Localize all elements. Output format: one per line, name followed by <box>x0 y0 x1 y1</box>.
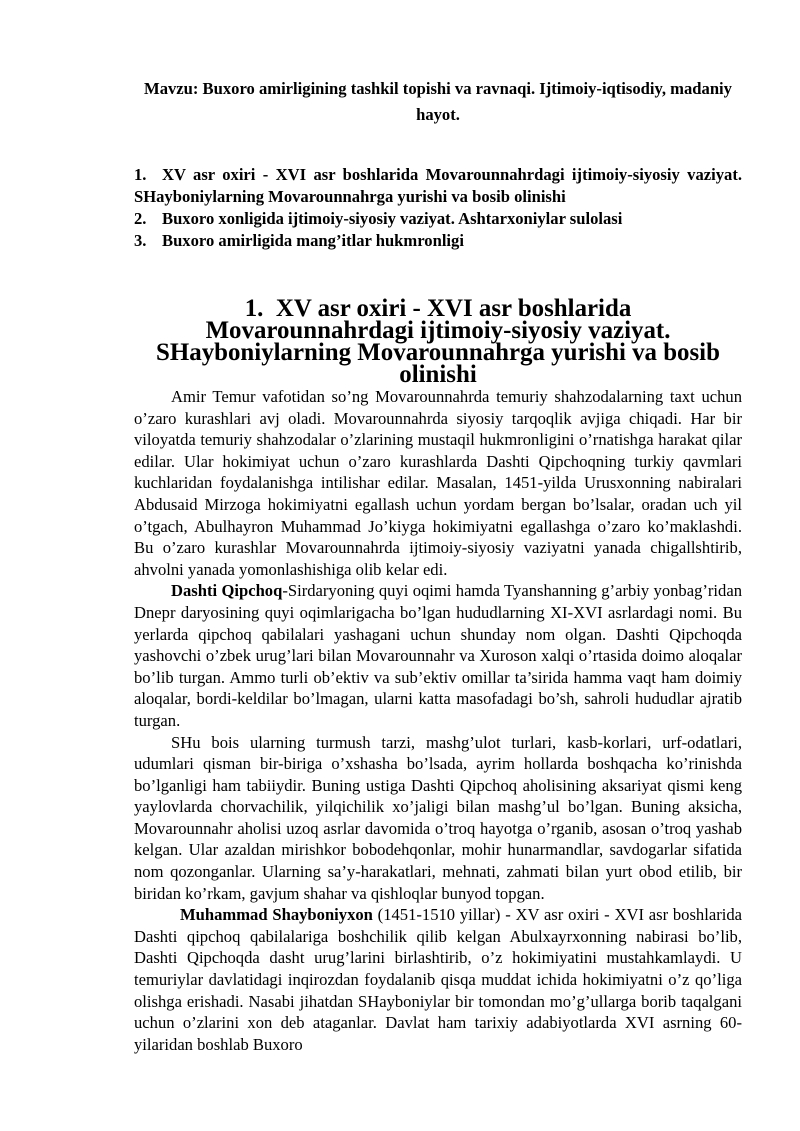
toc-item-number: 3. <box>134 231 147 250</box>
paragraph-3 <box>134 732 742 905</box>
toc-item-text: Buxoro xonligida ijtimoiy-siyosiy vaziyat. Ashtarxoniylar sulolasi <box>162 209 623 228</box>
paragraph-4 <box>134 904 742 1055</box>
toc-item-text: XV asr oxiri - XVI asr boshlarida Movarounnahrdagi ijtimoiy-siyosiy vaziyat. SHayboniylarning Movarounnahrga yurishi va bosib olinishi <box>134 165 742 206</box>
section-number: 1. <box>244 295 264 322</box>
document-page <box>134 76 742 1055</box>
table-of-contents <box>134 164 742 252</box>
toc-item-number: 1. <box>134 165 147 184</box>
paragraph-bold-term: Muhammad Shayboniyxon <box>180 905 373 925</box>
paragraph-bold-term: Dashti Qipchoq <box>171 581 283 601</box>
paragraph-text: (1451-1510 yillar) - XV asr oxiri - XVI asr boshlarida Dashti qipchoq qabilalariga boshchilik qilib kelgan Abulxayrxonning nabirasi bo’lib, Dashti Qipchoqda dasht urug’larini birlashtirib, o’z hokimiyatini mustahkamlaydi. U temuriylar davlatidagi inqirozdan foydalanib qisqa muddat ichida hokimiyatni o’z qo’liga olishga erishadi. Nasabi jihatdan SHayboniylar bir tomondan mo’g’ullarga borib taqalgani uchun o’zlarini xon deb ataganlar. Davlat ham tarixiy adabiyotlarda XVI asrning 60-yilaridan boshlab Buxoro <box>134 905 742 1054</box>
paragraph-text: Amir Temur vafotidan so’ng Movarounnahrda temuriy shahzodalarning taxt uchun o’zaro kurashlari avj oladi. Movarounnahrda siyosiy tarqoqlik avjiga chiqadi. Har bir viloyatda temuriy shahzodalar o’zlarining mustaqil hukmronligini o’rnatishga harakat qilar edilar. Ular hokimiyat uchun o’zaro kurashlarda Dashti Qipchoqning turkiy qavmlari kuchlaridan foydalanishga intilishar edilar. Masalan, 1451-yilda Urusxonning nabiralari Abdusaid Mirzoga hokimiyatni egallash uchun yordam bergan bo’lsalar, oradan uch yil o’tgach, Abulhayron Muhammad Jo’kiyga hokimiyatni egallashga o’zaro ko’maklashdi. Bu o’zaro kurashlar Movarounnahrda ijtimoiy-siyosiy vaziyatni yanada chigallshtirib, ahvolni yanada yomonlashishiga olib kelar edi. <box>134 387 742 579</box>
paragraph-text: -Sirdaryoning quyi oqimi hamda Tyanshanning g’arbiy yonbag’ridan Dnepr daryosining quyi oqimlarigacha bo’lgan hududlarning XI-XVI asrlardagi nomi. Bu yerlarda qipchoq qabilalari yashagani uchun shunday nom olgan. Dashti Qipchoqda yashovchi o’zbek urug’lari bilan Movarounnahr va Xuroson xalqi o’rtasida doimo aloqalar bo’lib turgan. Ammo turli ob’ektiv va sub’ektiv omillar ta’sirida hamma vaqt ham doimiy aloqalar, bordi-keldilar bo’lmagan, ularni katta masofadagi bo’sh, sahroli hududlar ajratib turgan. <box>134 581 742 730</box>
toc-item-3 <box>134 230 742 252</box>
toc-item-2 <box>134 208 742 230</box>
section-heading <box>134 295 742 388</box>
section-heading-text: XV asr oxiri - XVI asr boshlarida Movarounnahrdagi ijtimoiy-siyosiy vaziyat. SHayboniylarning Movarounnahrga yurishi va bosib olinishi <box>156 295 720 388</box>
toc-item-text: Buxoro amirligida mang’itlar hukmronligi <box>162 231 464 250</box>
toc-item-1 <box>134 164 742 208</box>
document-title: Mavzu: Buxoro amirligining tashkil topishi va ravnaqi. Ijtimoiy-iqtisodiy, madaniy hayot. <box>144 79 732 124</box>
paragraph-1 <box>134 386 742 580</box>
paragraph-2 <box>134 580 742 731</box>
toc-item-number: 2. <box>134 209 147 228</box>
paragraph-text: SHu bois ularning turmush tarzi, mashg’ulot turlari, kasb-korlari, urf-odatlari, udumlari qisman bir-biriga o’xshasha bo’lsada, ayrim hollarda boshqacha ko’rinishda bo’lganligi ham tabiiydir. Buning ustiga Dashti Qipchoq aholisining aksariyat qismi keng yaylovlarda chorvachilik, yilqichilik xo’jaligi bilan mashg’ul bo’lgan. Buning aksicha, Movarounnahr aholisi uzoq asrlar davomida o’troq hayotga o’rganib, asosan o’troq yashab kelgan. Ular azaldan mirishkor bobodehqonlar, mohir hunarmandlar, savdogarlar sifatida nom qozonganlar. Ularning sa’y-harakatlari, mehnati, zahmati bilan yurt obod etilib, bir biridan ko’rkam, gavjum shahar va qishloqlar bunyod topgan. <box>134 732 742 903</box>
